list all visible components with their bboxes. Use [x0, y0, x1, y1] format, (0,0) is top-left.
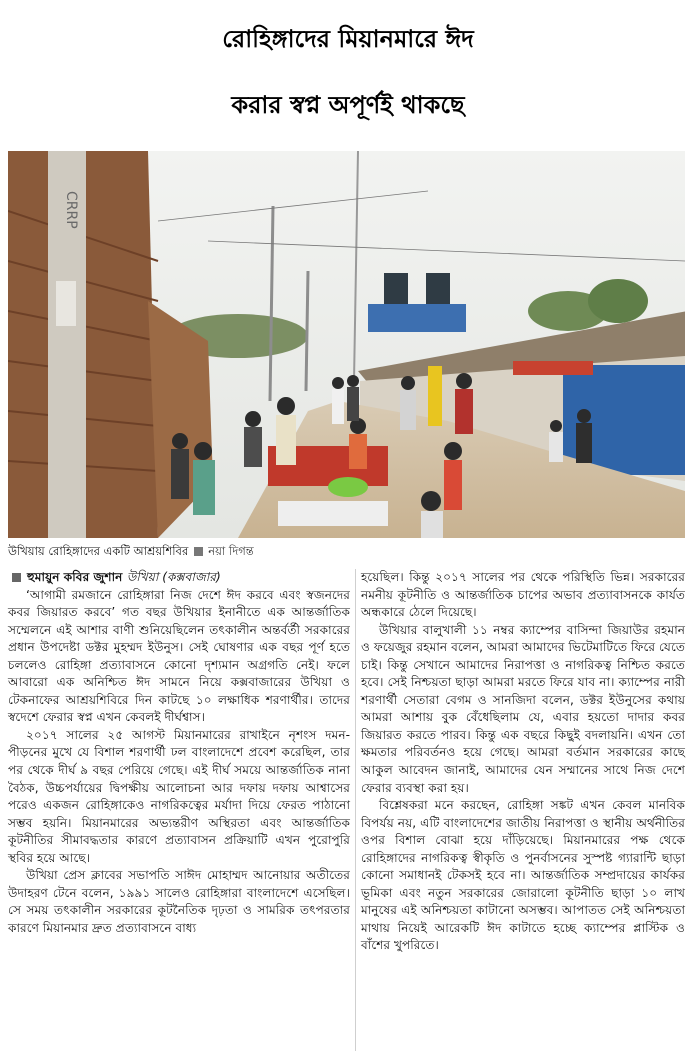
- dateline-place: উখিয়া (কক্সবাজার): [126, 570, 221, 584]
- body-paragraph: বিশ্লেষকরা মনে করছেন, রোহিঙ্গা সঙ্কট এখন কেবল মানবিক বিপর্যয় নয়, এটি বাংলাদেশের জাতীয় নিরাপত্তা ও স্থানীয় অর্থনীতির ওপর বিশাল বোঝা হয়ে দাঁড়িয়েছে। মিয়ানমারের পক্ষ থেকে রোহিঙ্গাদের নাগরিকত্ব স্বীকৃতি ও পুনর্বাসনের সুস্পষ্ট গ্যারান্টি ছাড়া কোনো সমাধানই টেকসই হবে না। আন্তর্জাতিক সম্প্রদায়ের কার্যকর ভূমিকা এবং নতুন সরকারের জোরালো কূটনীতি ছাড়া ১০ লাখ মানুষের এই অনিশ্চয়তা কাটানো অসম্ভব। আপাতত সেই অনিশ্চয়তা মাথায় নিয়েই আরেকটি ঈদ কাটাতে হচ্ছে ক্যাম্পের প্লাস্টিক ও বাঁশের খুপরিতে।: [361, 798, 685, 953]
- refugee-camp-photo-icon: [8, 151, 685, 538]
- caption-text: উখিয়ায় রোহিঙ্গাদের একটি আশ্রয়শিবির: [8, 544, 189, 558]
- body-paragraph: ‘আগামী রমজানে রোহিঙ্গারা নিজ দেশে ঈদ করবে এবং স্বজনদের কবর জিয়ারত করবে’ গত বছর উখিয়ার ইনানীতে এক আন্তর্জাতিক সম্মেলনে এই আশার বাণী শুনিয়েছিলেন তৎকালীন অন্তর্বর্তী সরকারের প্রধান উপদেষ্টা ডক্টর মুহম্মদ ইউনুস। সেই ঘোষণার এক বছর পূর্ণ হতে চললেও রোহিঙ্গা প্রত্যাবাসনে কোনো দৃশ্যমান অগ্রগতি নেই। ফলে আবারো এক অনিশ্চিত ঈদ সামনে নিয়ে কক্সবাজারের উখিয়া ও টেকনাফের আশ্রয়শিবিরে দিন কাটছে ১০ লক্ষাধিক শরণার্থীর। তাদের স্বদেশে ফেরার স্বপ্ন এখন কেবলই দীর্ঘশ্বাস।: [8, 587, 350, 725]
- svg-text:CRRP: CRRP: [63, 191, 79, 229]
- photo-caption: [8, 542, 685, 560]
- article-column-right: [361, 569, 685, 955]
- author-name: হুমায়ুন কবির জুশান: [27, 570, 123, 584]
- headline: [0, 6, 696, 138]
- byline: [8, 569, 350, 587]
- column-divider: [355, 569, 356, 1051]
- byline-square-icon: [12, 573, 21, 582]
- photo-credit: নয়া দিগন্ত: [208, 544, 254, 558]
- headline-line-2: করার স্বপ্ন অপূর্ণই থাকছে: [231, 91, 465, 119]
- article-photo: [8, 151, 685, 538]
- caption-square-icon: [194, 547, 203, 556]
- body-paragraph: উখিয়ার বালুখালী ১১ নম্বর ক্যাম্পের বাসিন্দা জিয়াউর রহমান ও ফয়েজুর রহমান বলেন, আমরা আমাদের ভিটেমাটিতে ফিরে যেতে চাই। কিন্তু সেখানে আমাদের নিরাপত্তা ও নাগরিকত্ব নিশ্চিত করতে হবে। সেই নিশ্চয়তা ছাড়া আমরা মরতে ফিরে যাব না। ক্যাম্পের নারী শরণার্থী সেতারা বেগম ও সানজিদা বলেন, ডক্টর ইউনুসের কথায় আমরা আশায় বুক বেঁধেছিলাম যে, এবার হয়তো দাদার কবর জিয়ারত করতে পারব। কিন্তু এক বছরে কিছুই বদলায়নি। এখন তো ক্ষমতার পরিবর্তনও হয়ে গেছে। আমরা বর্তমান সরকারের কাছে আকুল আবেদন জানাই, আমাদের যেন সম্মানের সাথে নিজ দেশে ফেরার ব্যবস্থা করা হয়।: [361, 622, 685, 795]
- headline-line-1: রোহিঙ্গাদের মিয়ানমারে ঈদ: [222, 25, 474, 53]
- article-column-left: [8, 569, 350, 937]
- body-paragraph: হয়েছিল। কিন্তু ২০১৭ সালের পর থেকে পরিস্থিতি ভিন্ন। সরকারের নমনীয় কূটনীতি ও আন্তর্জাতিক চাপের অভাব প্রত্যাবাসনকে কার্যত অন্ধকারে ঠেলে দিয়েছে।: [361, 570, 685, 620]
- body-paragraph: ২০১৭ সালের ২৫ আগস্ট মিয়ানমারের রাখাইনে নৃশংস দমন-পীড়নের মুখে যে বিশাল শরণার্থী ঢল বাংলাদেশে প্রবেশ করেছিল, তার পর থেকে দীর্ঘ ৯ বছর পেরিয়ে গেছে। এই দীর্ঘ সময়ে আন্তর্জাতিক নানা বৈঠক, উচ্চপর্যায়ের দ্বিপক্ষীয় আলোচনা আর দফায় দফায় আশ্বাসের পরেও একজন রোহিঙ্গাকেও নাগরিকত্বের মর্যাদা দিয়ে ফেরত পাঠানো সম্ভব হয়নি। মিয়ানমারের অভ্যন্তরীণ অস্থিরতা এবং আন্তর্জাতিক কূটনীতির সীমাবদ্ধতার কারণে প্রত্যাবাসন প্রক্রিয়াটি এখন পুরোপুরি স্থবির হয়ে আছে।: [8, 727, 350, 865]
- body-paragraph: উখিয়া প্রেস ক্লাবের সভাপতি সাঈদ মোহাম্মদ আনোয়ার অতীতের উদাহরণ টেনে বলেন, ১৯৯১ সালেও রোহিঙ্গারা বাংলাদেশে এসেছিল। সে সময় তৎকালীন সরকারের কূটনৈতিক দৃঢ়তা ও সামরিক তৎপরতার কারণে মিয়ানমার দ্রুত প্রত্যাবাসনে বাধ্য: [8, 868, 350, 935]
